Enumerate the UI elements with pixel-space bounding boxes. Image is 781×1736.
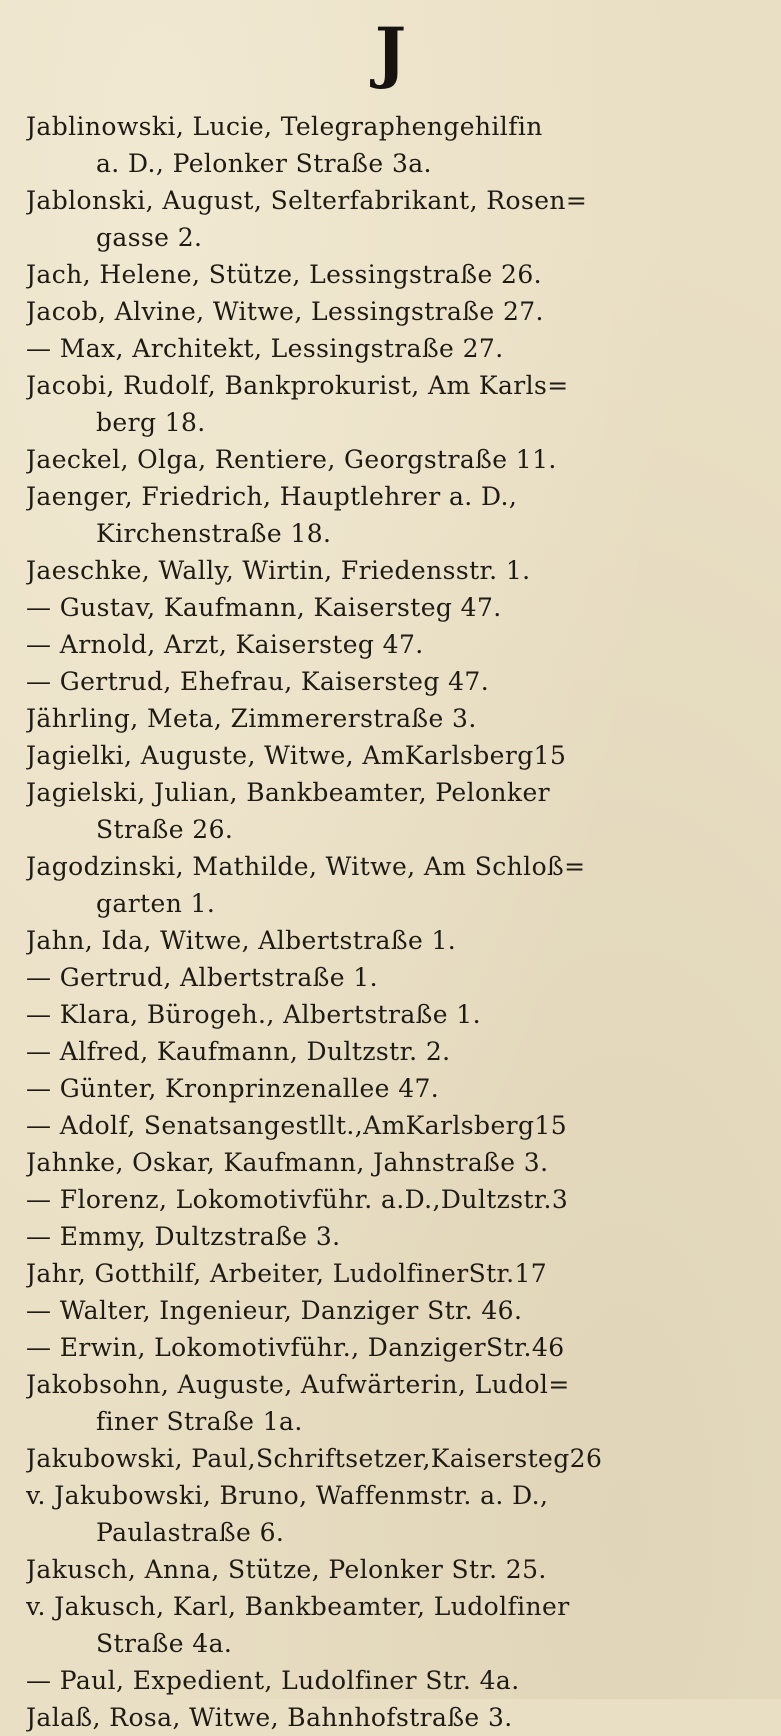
entry-line: — Walter, Ingenieur, Danziger Str. 46.	[26, 1296, 523, 1325]
entry-line: Jach, Helene, Stütze, Lessingstraße 26.	[26, 260, 542, 289]
entry-line: v. Jakusch, Karl, Bankbeamter, Ludolfiner	[26, 1592, 570, 1621]
entry-line: Jagielski, Julian, Bankbeamter, Pelonker	[26, 778, 551, 807]
entry-line: — Klara, Bürogeh., Albertstraße 1.	[26, 1000, 481, 1029]
entry-continuation-line: a. D., Pelonker Straße 3a.	[96, 149, 432, 178]
entry-line: — Günter, Kronprinzenallee 47.	[26, 1074, 440, 1103]
entry-continuation-line: gasse 2.	[96, 223, 203, 252]
entry-line: — Arnold, Arzt, Kaisersteg 47.	[26, 630, 424, 659]
entry-line: Jaenger, Friedrich, Hauptlehrer a. D.,	[26, 482, 518, 511]
entry-continuation-line: Paulastraße 6.	[96, 1518, 285, 1547]
entry-line: — Max, Architekt, Lessingstraße 27.	[26, 334, 504, 363]
entry-line: Jahn, Ida, Witwe, Albertstraße 1.	[26, 926, 457, 955]
entry-line: — Florenz, Lokomotivführ. a.D.,Dultzstr.3	[26, 1185, 569, 1214]
entry-line: Jacob, Alvine, Witwe, Lessingstraße 27.	[26, 297, 544, 326]
entry-line: Jagodzinski, Mathilde, Witwe, Am Schloß=	[26, 852, 586, 881]
entry-line: — Adolf, Senatsangestllt.,AmKarlsberg15	[26, 1111, 568, 1140]
entry-line: Jablonski, August, Selterfabrikant, Rosen=	[26, 186, 588, 215]
entry-line: — Gertrud, Albertstraße 1.	[26, 963, 378, 992]
entry-line: Jährling, Meta, Zimmererstraße 3.	[26, 704, 477, 733]
entry-continuation-line: Kirchenstraße 18.	[96, 519, 332, 548]
entry-line: Jablinowski, Lucie, Telegraphengehilfin	[26, 112, 543, 141]
section-letter-heading: J	[374, 13, 407, 91]
entry-line: Jakusch, Anna, Stütze, Pelonker Str. 25.	[26, 1555, 547, 1584]
entry-continuation-line: Straße 4a.	[96, 1629, 233, 1658]
entry-line: Jakobsohn, Auguste, Aufwärterin, Ludol=	[26, 1370, 570, 1399]
entry-line: — Emmy, Dultzstraße 3.	[26, 1222, 341, 1251]
entry-line: Jahnke, Oskar, Kaufmann, Jahnstraße 3.	[26, 1148, 549, 1177]
entry-line: — Paul, Expedient, Ludolfiner Str. 4a.	[26, 1666, 520, 1695]
entry-line: Jahr, Gotthilf, Arbeiter, LudolfinerStr.17	[26, 1259, 548, 1288]
entry-line: Jagielki, Auguste, Witwe, AmKarlsberg15	[26, 741, 567, 770]
address-entries-list	[26, 108, 767, 1736]
entry-line: v. Jakubowski, Bruno, Waffenmstr. a. D.,	[26, 1481, 549, 1510]
entry-line: — Erwin, Lokomotivführ., DanzigerStr.46	[26, 1333, 565, 1362]
entry-line: — Gustav, Kaufmann, Kaisersteg 47.	[26, 593, 502, 622]
entry-continuation-line: berg 18.	[96, 408, 206, 437]
entry-line: Jaeckel, Olga, Rentiere, Georgstraße 11.	[26, 445, 557, 474]
entry-line: Jaeschke, Wally, Wirtin, Friedensstr. 1.	[26, 556, 531, 585]
entry-line: Jakubowski, Paul,Schriftsetzer,Kaisersteg26	[26, 1444, 603, 1473]
entry-line: — Alfred, Kaufmann, Dultzstr. 2.	[26, 1037, 451, 1066]
entry-continuation-line: garten 1.	[96, 889, 216, 918]
entry-continuation-line: Straße 26.	[96, 815, 234, 844]
entry-line: Jalaß, Rosa, Witwe, Bahnhofstraße 3.	[26, 1703, 513, 1732]
entry-line: Jacobi, Rudolf, Bankprokurist, Am Karls=	[26, 371, 569, 400]
entry-line: — Gertrud, Ehefrau, Kaisersteg 47.	[26, 667, 490, 696]
entry-continuation-line: finer Straße 1a.	[96, 1407, 303, 1436]
